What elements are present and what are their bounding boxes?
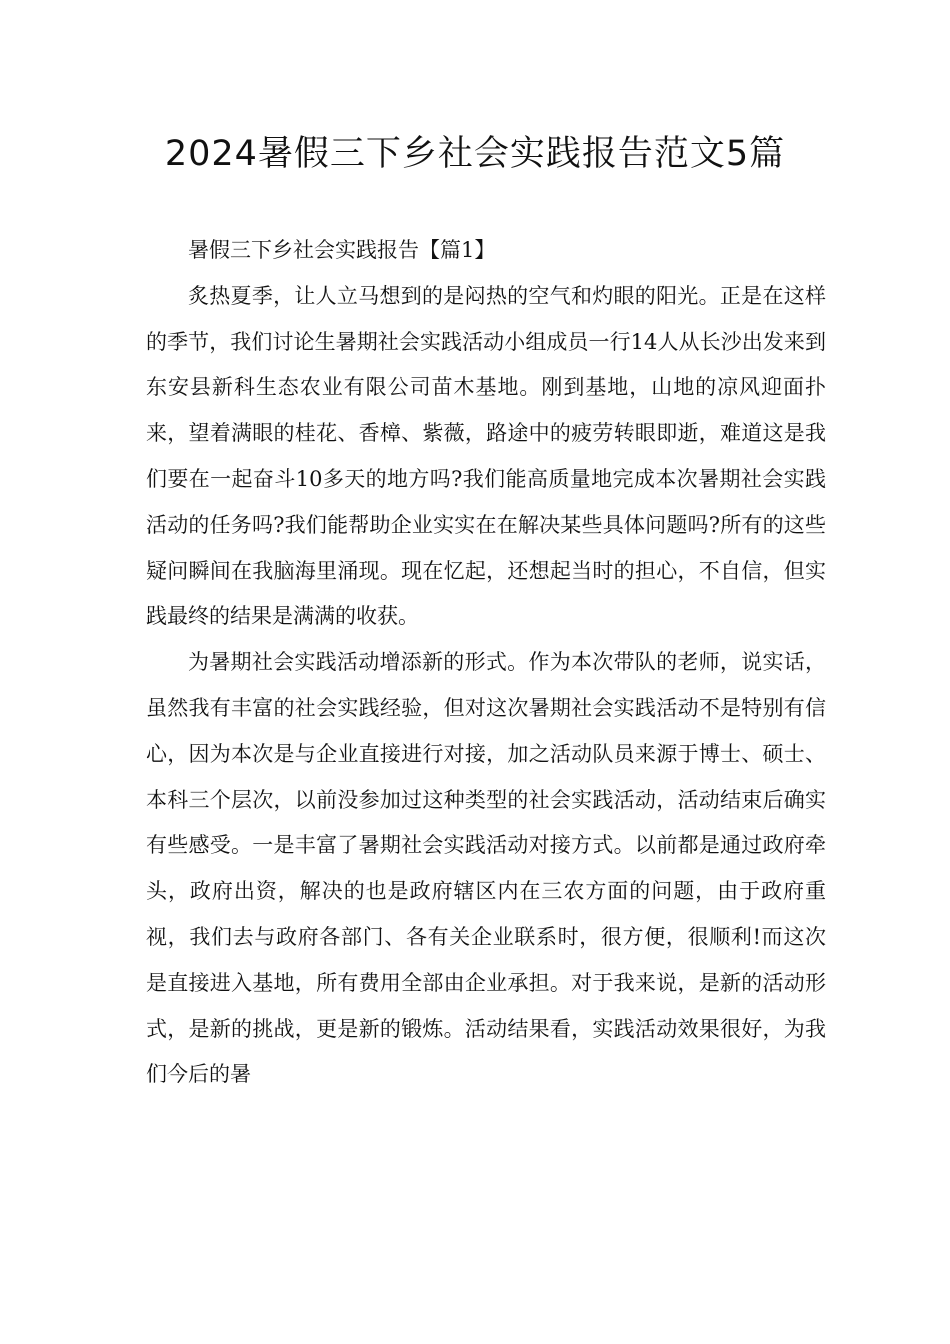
section-heading: 暑假三下乡社会实践报告【篇1】	[188, 238, 496, 262]
document-title: 2024暑假三下乡社会实践报告范文5篇	[164, 134, 786, 174]
paragraph-1: 炙热夏季，让人立马想到的是闷热的空气和灼眼的阳光。正是在这样的季节，我们讨论生暑期社会实践活动小组成员一行14人从长沙出发来到东安县新科生态农业有限公司苗木基地。刚到基地，山地的凉风迎面扑来，望着满眼的桂花、香樟、紫薇，路途中的疲劳转眼即逝，难道这是我们要在一起奋斗10多天的地方吗?我们能高质量地完成本次暑期社会实践活动的任务吗?我们能帮助企业实实在在解决某些具体问题吗?所有的这些疑问瞬间在我脑海里涌现。现在忆起，还想起当时的担心，不自信，但实践最终的结果是满满的收获。	[146, 283, 826, 629]
paragraph-2: 为暑期社会实践活动增添新的形式。作为本次带队的老师，说实话，虽然我有丰富的社会实践经验，但对这次暑期社会实践活动不是特别有信心，因为本次是与企业直接进行对接，加之活动队员来源于博士、硕士、本科三个层次，以前没参加过这种类型的社会实践活动，活动结束后确实有些感受。一是丰富了暑期社会实践活动对接方式。以前都是通过政府牵头，政府出资，解决的也是政府辖区内在三农方面的问题，由于政府重视，我们去与政府各部门、各有关企业联系时，很方便，很顺利!而这次是直接进入基地，所有费用全部由企业承担。对于我来说，是新的活动形式，是新的挑战，更是新的锻炼。活动结果看，实践活动效果很好，为我们今后的暑	[146, 650, 826, 1087]
document-body	[146, 228, 826, 1098]
